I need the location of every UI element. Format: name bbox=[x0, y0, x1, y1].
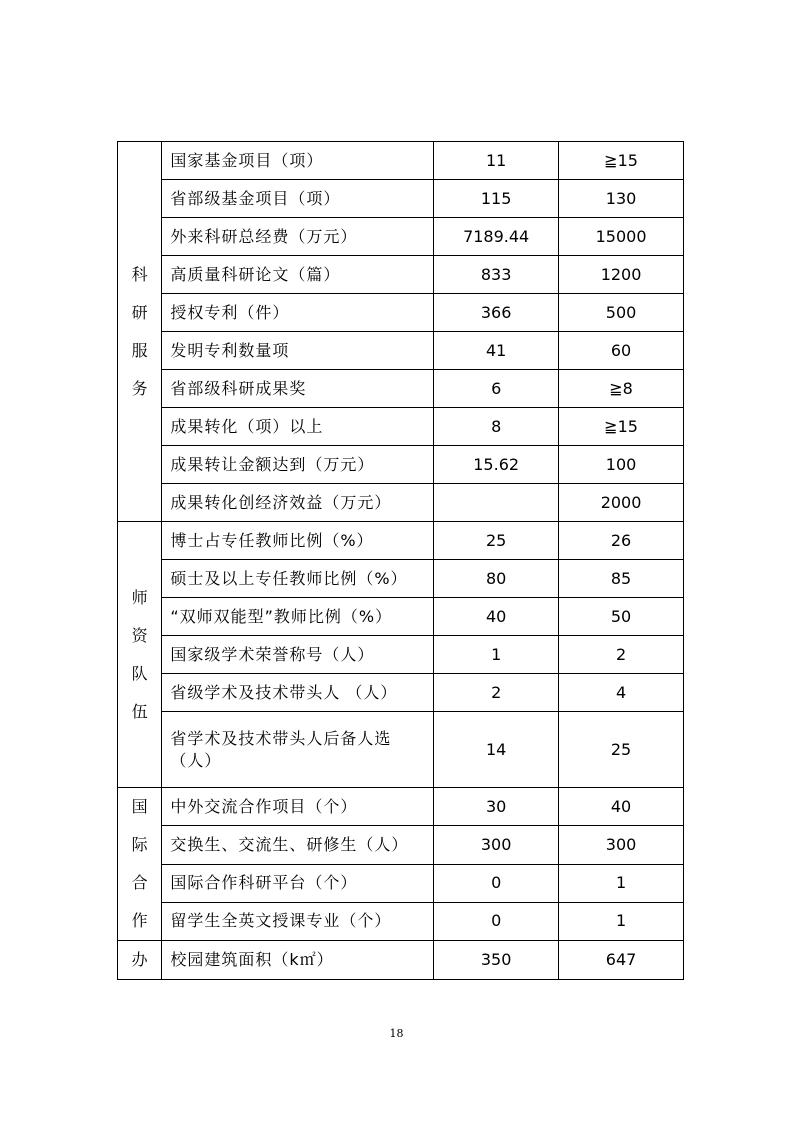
table-row bbox=[118, 598, 684, 636]
current-value: 833 bbox=[434, 256, 559, 294]
current-value: 1 bbox=[434, 636, 559, 674]
target-value: 1 bbox=[559, 864, 684, 902]
current-value: 80 bbox=[434, 560, 559, 598]
target-value: 300 bbox=[559, 826, 684, 864]
indicator-name: 省部级科研成果奖 bbox=[162, 370, 434, 408]
indicator-name: 交换生、交流生、研修生（人） bbox=[162, 826, 434, 864]
table-row bbox=[118, 484, 684, 522]
target-value: 50 bbox=[559, 598, 684, 636]
table-row bbox=[118, 218, 684, 256]
table-row bbox=[118, 941, 684, 980]
current-value bbox=[434, 484, 559, 522]
current-value: 2 bbox=[434, 674, 559, 712]
target-value: ≧15 bbox=[559, 142, 684, 180]
current-value: 14 bbox=[434, 712, 559, 788]
table-row bbox=[118, 788, 684, 826]
table-row bbox=[118, 674, 684, 712]
indicator-name: 成果转化（项）以上 bbox=[162, 408, 434, 446]
target-value: 4 bbox=[559, 674, 684, 712]
current-value: 25 bbox=[434, 522, 559, 560]
target-value: 1200 bbox=[559, 256, 684, 294]
section-category bbox=[118, 142, 162, 522]
target-value: 26 bbox=[559, 522, 684, 560]
table-row bbox=[118, 332, 684, 370]
target-value: 130 bbox=[559, 180, 684, 218]
target-value: 25 bbox=[559, 712, 684, 788]
target-value: ≧8 bbox=[559, 370, 684, 408]
indicator-name: 国家基金项目（项） bbox=[162, 142, 434, 180]
indicator-name: 成果转化创经济效益（万元） bbox=[162, 484, 434, 522]
current-value: 7189.44 bbox=[434, 218, 559, 256]
target-value: 100 bbox=[559, 446, 684, 484]
target-value: 2 bbox=[559, 636, 684, 674]
indicator-name: 中外交流合作项目（个） bbox=[162, 788, 434, 826]
table-row bbox=[118, 826, 684, 864]
table-row bbox=[118, 712, 684, 788]
current-value: 0 bbox=[434, 864, 559, 902]
indicator-name: 成果转让金额达到（万元） bbox=[162, 446, 434, 484]
table-row bbox=[118, 256, 684, 294]
current-value: 8 bbox=[434, 408, 559, 446]
current-value: 41 bbox=[434, 332, 559, 370]
target-value: 40 bbox=[559, 788, 684, 826]
current-value: 11 bbox=[434, 142, 559, 180]
section-category-label: 国际合作 bbox=[131, 797, 148, 930]
indicator-name: 博士占专任教师比例（%） bbox=[162, 522, 434, 560]
table-row bbox=[118, 408, 684, 446]
table-row bbox=[118, 142, 684, 180]
target-value: ≧15 bbox=[559, 408, 684, 446]
table-row bbox=[118, 902, 684, 940]
table-row bbox=[118, 294, 684, 332]
target-value: 2000 bbox=[559, 484, 684, 522]
indicator-name: 校园建筑面积（k㎡） bbox=[162, 941, 434, 980]
table-row bbox=[118, 446, 684, 484]
current-value: 40 bbox=[434, 598, 559, 636]
target-value: 500 bbox=[559, 294, 684, 332]
current-value: 30 bbox=[434, 788, 559, 826]
indicator-name: 国家级学术荣誉称号（人） bbox=[162, 636, 434, 674]
current-value: 350 bbox=[434, 941, 559, 980]
target-value: 85 bbox=[559, 560, 684, 598]
target-value: 1 bbox=[559, 902, 684, 940]
section-category-label: 办 bbox=[131, 950, 148, 969]
indicator-name: 发明专利数量项 bbox=[162, 332, 434, 370]
table-row bbox=[118, 370, 684, 408]
indicator-name: 留学生全英文授课专业（个） bbox=[162, 902, 434, 940]
indicator-name: 硕士及以上专任教师比例（%） bbox=[162, 560, 434, 598]
section-category-label: 科研服务 bbox=[131, 264, 148, 398]
indicator-name: “双师双能型”教师比例（%） bbox=[162, 598, 434, 636]
page-number: 18 bbox=[389, 1027, 404, 1040]
target-value: 60 bbox=[559, 332, 684, 370]
indicator-name: 省部级基金项目（项） bbox=[162, 180, 434, 218]
section-category bbox=[118, 941, 162, 980]
current-value: 366 bbox=[434, 294, 559, 332]
current-value: 115 bbox=[434, 180, 559, 218]
target-value: 15000 bbox=[559, 218, 684, 256]
indicator-name: 高质量科研论文（篇） bbox=[162, 256, 434, 294]
indicator-table bbox=[117, 141, 684, 980]
target-value: 647 bbox=[559, 941, 684, 980]
indicator-name: 省级学术及技术带头人 （人） bbox=[162, 674, 434, 712]
table-row bbox=[118, 180, 684, 218]
indicator-name: 国际合作科研平台（个） bbox=[162, 864, 434, 902]
indicator-name: 省学术及技术带头人后备人选（人） bbox=[162, 712, 434, 788]
section-category bbox=[118, 522, 162, 788]
current-value: 0 bbox=[434, 902, 559, 940]
current-value: 300 bbox=[434, 826, 559, 864]
section-category bbox=[118, 788, 162, 941]
current-value: 6 bbox=[434, 370, 559, 408]
indicator-name: 外来科研总经费（万元） bbox=[162, 218, 434, 256]
current-value: 15.62 bbox=[434, 446, 559, 484]
section-category-label: 师资队伍 bbox=[131, 587, 148, 721]
table-row bbox=[118, 864, 684, 902]
table-row bbox=[118, 636, 684, 674]
table-row bbox=[118, 560, 684, 598]
table-row bbox=[118, 522, 684, 560]
indicator-name: 授权专利（件） bbox=[162, 294, 434, 332]
